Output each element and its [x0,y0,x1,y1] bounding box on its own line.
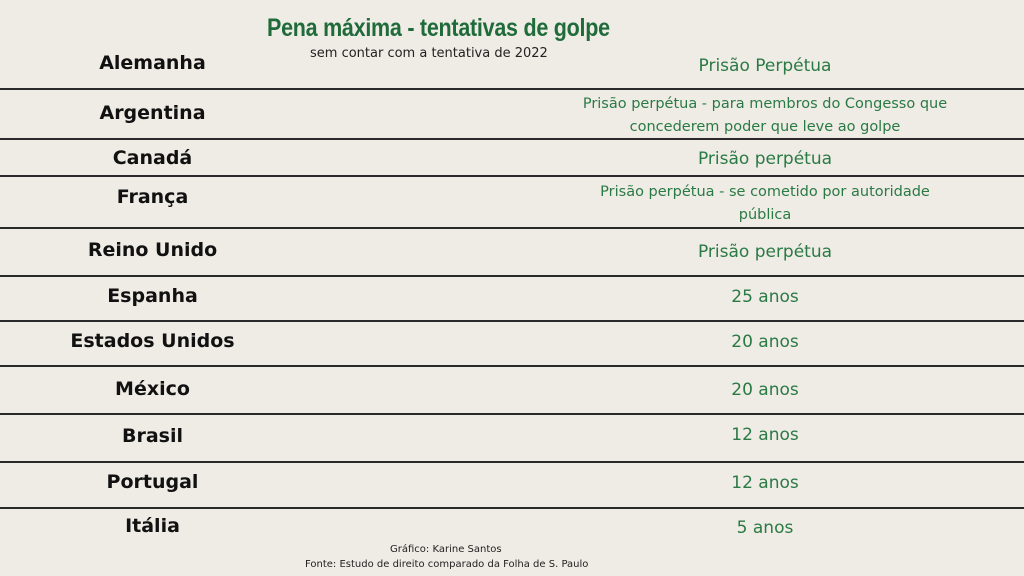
country-cell: França [116,186,189,208]
row-divider [0,461,1024,463]
country-cell: Estados Unidos [70,330,235,352]
country-cell: México [115,378,190,400]
row-divider [0,175,1024,177]
row-divider [0,88,1024,90]
row-divider [0,320,1024,322]
chart-subtitle: sem contar com a tentativa de 2022 [310,46,548,61]
row-divider [0,365,1024,367]
row-divider [0,275,1024,277]
penalty-cell: Prisão perpétua - para membros do Congesso que concederem poder que leve ao golpe [582,96,948,135]
row-divider [0,227,1024,229]
penalty-cell: Prisão perpétua [697,149,833,169]
country-cell: Portugal [106,471,199,493]
penalty-cell: 12 anos [731,425,799,445]
country-cell: Canadá [112,147,193,169]
country-cell: Espanha [107,285,198,307]
penalty-cell: Prisão perpétua - se cometido por autoridade pública [600,184,930,223]
country-cell: Itália [125,515,180,537]
penalty-cell: 5 anos [736,518,794,538]
penalty-cell: 20 anos [731,380,799,400]
row-divider [0,507,1024,509]
penalty-cell: Prisão perpétua [697,242,833,262]
penalty-cell: Prisão Perpétua [698,56,832,76]
penalty-cell: 25 anos [731,287,799,307]
country-cell: Argentina [99,102,206,124]
chart-source: Fonte: Estudo de direito comparado da Folha de S. Paulo [305,559,589,570]
chart-credit: Gráfico: Karine Santos [390,544,502,555]
chart-title: Pena máxima - tentativas de golpe [267,14,610,42]
country-cell: Alemanha [99,52,206,74]
row-divider [0,413,1024,415]
row-divider [0,138,1024,140]
country-cell: Reino Unido [87,239,218,261]
penalty-cell: 12 anos [731,473,799,493]
country-cell: Brasil [121,425,183,447]
penalty-cell: 20 anos [731,332,799,352]
